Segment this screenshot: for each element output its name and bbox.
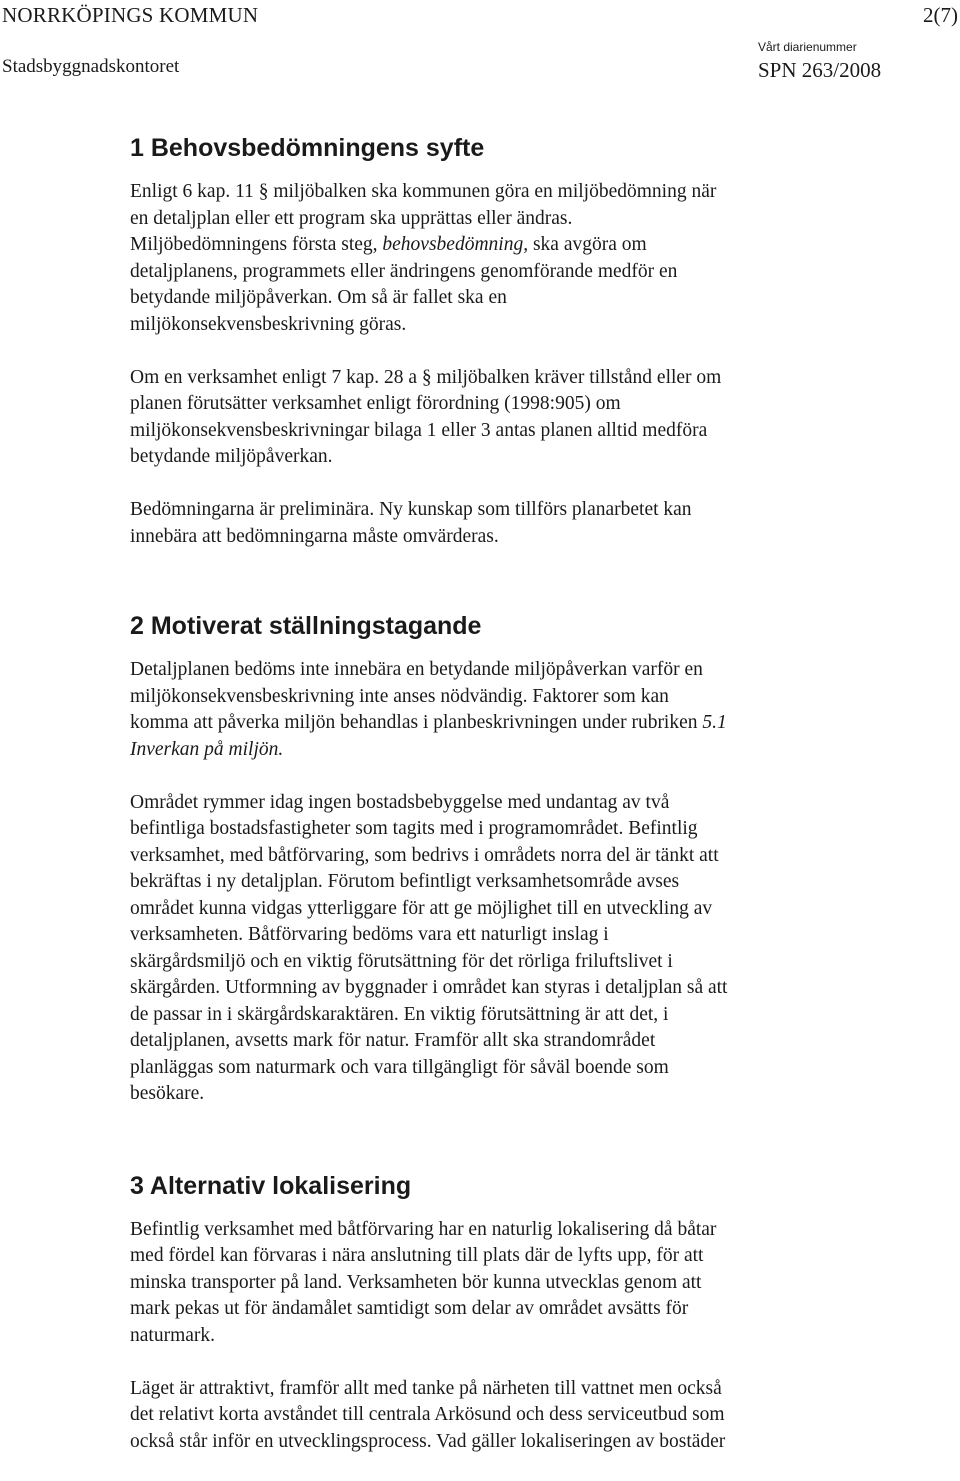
text-line: området kunna vidgas ytterliggare för att ge möjlighet till en utveckling av xyxy=(130,897,713,919)
page-header xyxy=(0,0,960,90)
text-line: befintliga bostadsfastigheter som tagits med i programområdet. Befintlig xyxy=(130,818,698,839)
text-line: betydande miljöpåverkan. Om så är fallet ska en xyxy=(130,287,507,308)
text-line: planen förutsätter verksamhet enligt förordning (1998:905) om xyxy=(130,393,621,414)
text-line: miljökonsekvensbeskrivning inte anses nödvändig. Faktorer som kan xyxy=(130,685,669,707)
text-line: Befintlig verksamhet med båtförvaring har en naturlig lokalisering då båtar xyxy=(130,1218,717,1240)
text-line: Läget är attraktivt, framför allt med tanke på närheten till vattnet men också xyxy=(130,1377,722,1399)
text-line: Bedömningarna är preliminära. Ny kunskap som tillförs planarbetet kan xyxy=(130,499,692,520)
text-line: en detaljplan eller ett program ska upprättas eller ändras. xyxy=(130,207,573,229)
text-line: besökare. xyxy=(130,1083,205,1104)
text-line xyxy=(130,710,940,737)
text-run: Miljöbedömningens första steg, xyxy=(130,234,383,255)
organization-name: NORRKÖPINGS KOMMUN xyxy=(2,3,259,27)
section-1-paragraph-2 xyxy=(130,365,940,471)
section-2-heading: 2 Motiverat ställningstagande xyxy=(130,612,482,640)
text-line: med fördel kan förvaras i nära anslutning till plats där de lyfts upp, för att xyxy=(130,1245,704,1266)
section-1-paragraph-3 xyxy=(130,497,940,550)
section-spacer xyxy=(130,550,940,606)
text-line: naturmark. xyxy=(130,1324,216,1346)
text-line: innebära att bedömningarna måste omvärderas. xyxy=(130,525,499,547)
text-run: ska avgöra om xyxy=(528,234,647,255)
page-number: 2(7) xyxy=(923,3,958,27)
text-line xyxy=(130,232,940,259)
section-2 xyxy=(130,606,940,1108)
text-line: Området rymmer idag ingen bostadsbebyggelse med undantag av två xyxy=(130,791,670,813)
text-run: komma att påverka miljön behandlas i planbeskrivningen under rubriken xyxy=(130,712,703,733)
text-line: Detaljplanen bedöms inte innebära en betydande miljöpåverkan varför en xyxy=(130,659,703,680)
text-line: verksamhet, med båtförvaring, som bedrivs i områdets norra del är tänkt att xyxy=(130,844,719,866)
reference-number: SPN 263/2008 xyxy=(758,58,882,82)
text-line: också står inför en utvecklingsprocess. Vad gäller lokaliseringen av bostäder xyxy=(130,1430,726,1452)
section-3-paragraph-1 xyxy=(130,1217,940,1350)
text-line: skärgården. Utformning av byggnader i området kan styras i detaljplan så att xyxy=(130,977,728,998)
section-3 xyxy=(130,1166,940,1456)
emphasis-text: behovsbedömning, xyxy=(382,234,529,255)
text-line: verksamheten. Båtförvaring bedöms vara ett naturligt inslag i xyxy=(130,924,609,945)
section-2-paragraph-1 xyxy=(130,657,940,763)
text-line: Om en verksamhet enligt 7 kap. 28 a § miljöbalken kräver tillstånd eller om xyxy=(130,366,722,388)
text-line: mark pekas ut för ändamålet samtidigt som delar av området avsätts för xyxy=(130,1298,689,1319)
text-line: detaljplanen, avsetts mark för natur. Framför allt ska strandområdet xyxy=(130,1030,656,1051)
section-spacer xyxy=(130,1108,940,1166)
text-line: minska transporter på land. Verksamheten bör kunna utvecklas genom att xyxy=(130,1271,702,1293)
department-name: Stadsbyggnadskontoret xyxy=(2,56,180,77)
section-2-paragraph-2 xyxy=(130,790,940,1108)
document-body xyxy=(130,128,940,1455)
text-line: detaljplanens, programmets eller ändringens genomförande medför en xyxy=(130,260,678,282)
section-1 xyxy=(130,128,940,550)
emphasis-text: 5.1 xyxy=(702,712,727,733)
text-line: de passar in i skärgårdskaraktären. En viktig förutsättning är att det, i xyxy=(130,1003,669,1025)
emphasis-text: Inverkan på miljön. xyxy=(130,738,284,760)
section-3-heading: 3 Alternativ lokalisering xyxy=(130,1171,412,1200)
section-1-paragraph-1 xyxy=(130,179,940,338)
text-line: det relativt korta avståndet till centrala Arkösund och dess serviceutbud som xyxy=(130,1404,725,1425)
section-1-heading: 1 Behovsbedömningens syfte xyxy=(130,134,485,162)
text-line: miljökonsekvensbeskrivningar bilaga 1 eller 3 antas planen alltid medföra xyxy=(130,419,708,441)
text-line: planläggas som naturmark och vara tillgängligt för såväl boende som xyxy=(130,1056,669,1078)
text-line: miljökonsekvensbeskrivning göras. xyxy=(130,313,407,335)
section-3-paragraph-2 xyxy=(130,1376,940,1456)
reference-label: Vårt diarienummer xyxy=(758,40,857,54)
text-line: skärgårdsmiljö och en viktig förutsättning för det rörliga friluftslivet i xyxy=(130,950,673,972)
text-line: bekräftas i ny detaljplan. Förutom befintligt verksamhetsområde avses xyxy=(130,871,680,892)
text-line: betydande miljöpåverkan. xyxy=(130,446,333,467)
text-line: Enligt 6 kap. 11 § miljöbalken ska kommunen göra en miljöbedömning när xyxy=(130,181,717,202)
